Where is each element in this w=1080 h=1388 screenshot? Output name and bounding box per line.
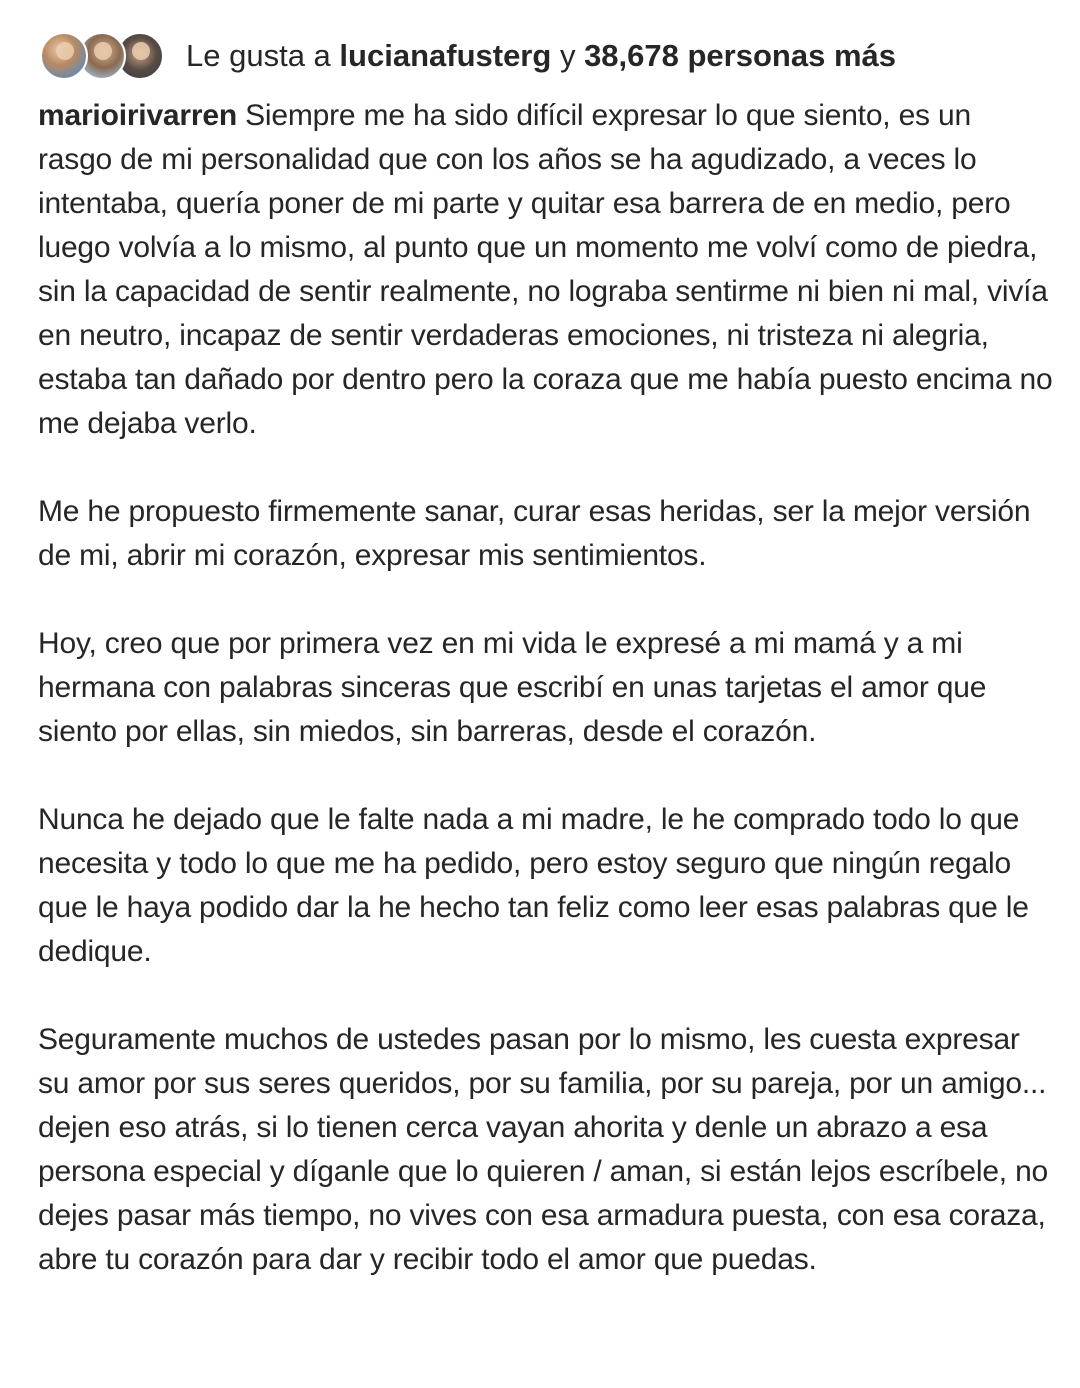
liker-avatars[interactable]: [40, 30, 164, 82]
post-caption: [38, 94, 1053, 1326]
caption-paragraph: Hoy, creo que por primera vez en mi vida le expresé a mi mamá y a mi hermana con palabras sinceras que escribí en unas tarjetas el amor que siento por ellas, sin miedos, sin barreras, desde el corazón.: [38, 627, 987, 748]
likes-summary[interactable]: [186, 36, 896, 76]
liker-username-link[interactable]: lucianafusterg: [339, 38, 552, 73]
caption-paragraph: [38, 94, 1053, 446]
caption-paragraph: Nunca he dejado que le falte nada a mi madre, le he comprado todo lo que necesita y todo lo que me ha pedido, pero estoy seguro que ningún regalo que le haya podido dar la he hecho tan feliz como leer esas palabras que le dedique.: [38, 803, 1029, 968]
likes-prefix: Le gusta a: [186, 38, 331, 73]
caption-paragraph: Seguramente muchos de ustedes pasan por lo mismo, les cuesta expresar su amor por sus seres queridos, por su familia, por su pareja, por un amigo... dejen eso atrás, si lo tienen cerca vayan ahorita y denle un abrazo a esa persona especial y díganle que lo quieren / aman, si están lejos escríbele, no dejes pasar más tiempo, no vives con esa armadura puesta, con esa coraza, abre tu corazón para dar y recibir todo el amor que puedas.: [38, 1023, 1049, 1276]
caption-paragraph: Me he propuesto firmemente sanar, curar esas heridas, ser la mejor versión de mi, abrir mi corazón, expresar mis sentimientos.: [38, 495, 1031, 572]
author-username-link[interactable]: marioirivarren: [38, 99, 237, 132]
caption-text: Siempre me ha sido difícil expresar lo que siento, es un rasgo de mi personalidad que con los años se ha agudizado, a veces lo intentaba, quería poner de mi parte y quitar esa barrera de en medio, pero luego volvía a lo mismo, al punto que un momento me volví como de piedra, sin la capacidad de sentir realmente, no lograba sentirme ni bien ni mal, vivía en neutro, incapaz de sentir verdaderas emociones, ni tristeza ni alegria, estaba tan dañado por dentro pero la coraza que me había puesto encima no me dejaba verlo.: [38, 99, 1053, 440]
avatar[interactable]: [40, 32, 88, 80]
likes-connector: y: [559, 38, 576, 73]
likes-row: [40, 28, 896, 84]
likes-count-link[interactable]: 38,678 personas más: [584, 38, 896, 73]
